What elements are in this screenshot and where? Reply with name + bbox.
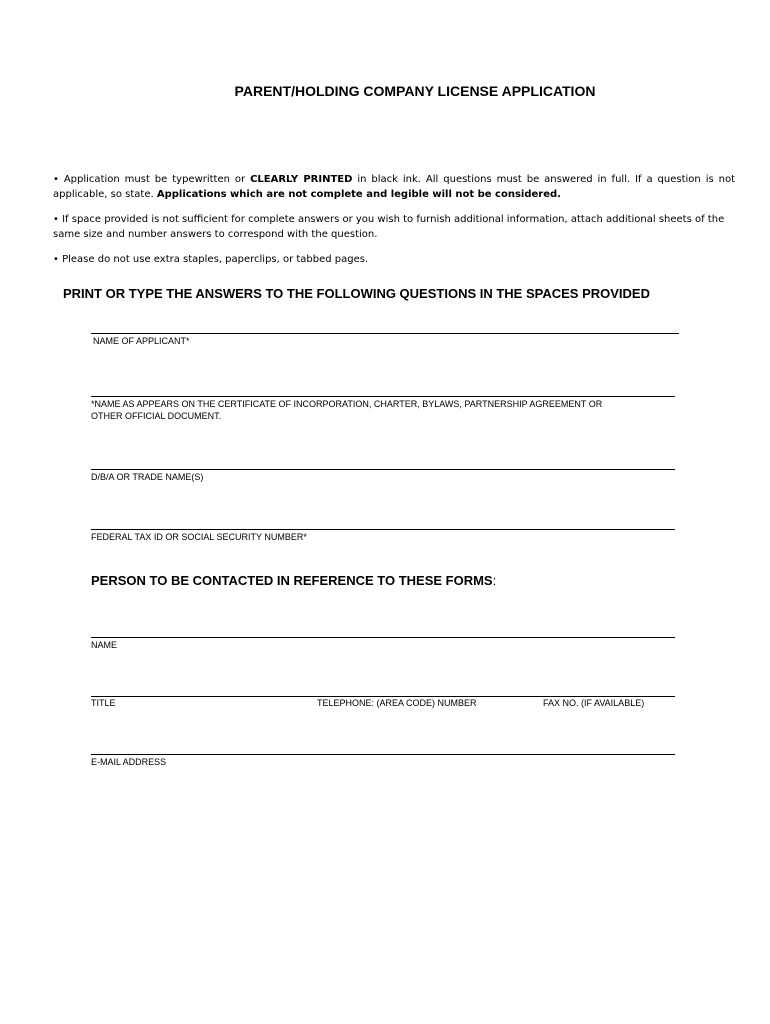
contact-fax-field[interactable] <box>543 648 675 696</box>
tax-id-field[interactable] <box>91 481 675 529</box>
contact-name-label: NAME <box>91 640 118 650</box>
tax-id-line <box>91 529 675 530</box>
contact-telephone-label: TELEPHONE: (AREA CODE) NUMBER <box>317 698 477 708</box>
contact-telephone-field[interactable] <box>317 648 541 696</box>
applicant-name-field[interactable] <box>91 285 679 333</box>
dba-field[interactable] <box>91 421 675 469</box>
dba-label: D/B/A OR TRADE NAME(S) <box>91 472 204 482</box>
contact-name-field[interactable] <box>91 589 675 637</box>
contact-name-line <box>91 637 675 638</box>
contact-email-field[interactable] <box>91 706 675 754</box>
applicant-note-line1: *NAME AS APPEARS ON THE CERTIFICATE OF INCORPORATION, CHARTER, BYLAWS, PARTNERSHIP AGREEMENT OR <box>91 399 603 409</box>
instruction-text: If space provided is not sufficient for complete answers or you wish to furnish additional information, attach additional sheets of the same size and number answers to correspond with the question. <box>53 214 725 240</box>
applicant-name-line <box>91 333 679 334</box>
contact-email-label: E-MAIL ADDRESS <box>91 757 167 767</box>
instruction-text: Please do not use extra staples, paperclips, or tabbed pages. <box>62 254 369 265</box>
contact-heading-text: PERSON TO BE CONTACTED IN REFERENCE TO THESE FORMS <box>91 573 493 588</box>
applicant-note-line2: OTHER OFFICIAL DOCUMENT. <box>91 411 222 421</box>
dba-line <box>91 469 675 470</box>
tax-id-label: FEDERAL TAX ID OR SOCIAL SECURITY NUMBER* <box>91 532 307 542</box>
instruction-item-3 <box>53 252 735 267</box>
instruction-item-1 <box>53 172 735 202</box>
bullet: • <box>53 214 59 225</box>
bullet: • <box>53 174 59 185</box>
section-heading: PRINT OR TYPE THE ANSWERS TO THE FOLLOWING QUESTIONS IN THE SPACES PROVIDED <box>63 286 650 301</box>
applicant-name-label: NAME OF APPLICANT* <box>93 336 190 346</box>
contact-heading <box>91 573 496 588</box>
instruction-item-2 <box>53 212 735 242</box>
contact-title-field[interactable] <box>91 648 315 696</box>
contact-fax-label: FAX NO. (IF AVAILABLE) <box>543 698 645 708</box>
instruction-emphasis: Applications which are not complete and legible will not be considered. <box>156 189 561 200</box>
applicant-name-extra-field[interactable] <box>91 348 675 396</box>
bullet: • <box>53 254 59 265</box>
instruction-text: Application must be typewritten or <box>63 174 251 185</box>
instruction-emphasis: CLEARLY PRINTED <box>250 174 353 185</box>
contact-title-label: TITLE <box>91 698 116 708</box>
contact-heading-colon: : <box>492 573 497 588</box>
contact-email-line <box>91 754 675 755</box>
page-title: PARENT/HOLDING COMPANY LICENSE APPLICATION <box>234 83 596 99</box>
applicant-extra-line <box>91 396 675 397</box>
instruction-text: in black ink. All questions must be answered in full. If a question is not applicable, so state. <box>53 174 735 200</box>
